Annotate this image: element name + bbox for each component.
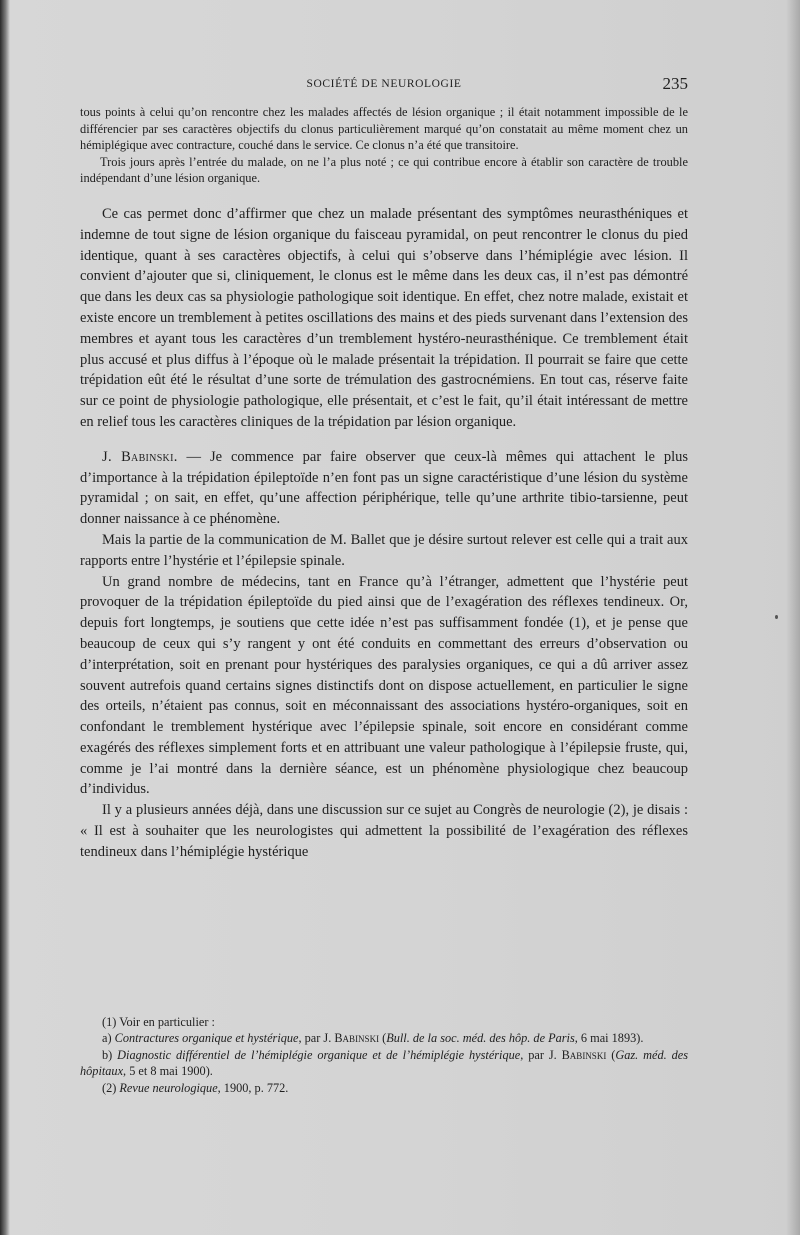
footnote-title: Diagnostic différentiel de l’hémiplégie organique et de l’hémiplégie hystérique [117, 1047, 521, 1062]
section-gap [80, 433, 688, 447]
running-title: SOCIÉTÉ DE NEUROLOGIE [306, 78, 462, 90]
babinski-opening-text: — Je commence par faire observer que ceux-là mêmes qui attachent le plus d’importance à la trépidation épileptoïde n’en font pas un signe caractéristique d’une lésion du système pyramidal ; on sait, en effet, qu’une affection périphérique, telle qu’une arthrite tibio-tarsienne, peut donner naissance à ce phénomène. [80, 448, 688, 528]
footnote-text: , par J. [298, 1031, 335, 1046]
discussion-paragraph: Mais la partie de la communication de M. Ballet que je désire surtout relever est celle qui a trait aux rapports entre l’hystérie et l’épilepsie spinale. [80, 531, 688, 569]
case-note-paragraph: tous points à celui qu’on rencontre chez les malades affectés de lésion organique ; il était notamment impossible de le différencier par ses caractères objectifs du clonus particulièrement marqué qu’on constatait au même moment chez un hémiplégique avec contracture, couché dans le service. Ce clonus n’a été que transitoire. [80, 105, 688, 153]
footnote-1: (1) Voir en particulier : [102, 1015, 215, 1029]
discussion-paragraph: Un grand nombre de médecins, tant en France qu’à l’étranger, admettent que l’hystérie peut provoquer de la trépidation épileptoïde du pied ainsi que de l’exagération des réflexes tendineux. Or, depuis fort longtemps, je soutiens que cette idée n’est pas suffisamment fondée (1), et je pense que beaucoup de ceux qui s’y rangent y ont été conduits en commettant des erreurs d’observation ou d’interprétation, soit en prenant pour hystériques des paralysies organiques, ce qui a dû arriver assez souvent autrefois quand certains signes distinctifs dont on dispose actuellement, en particulier le signe des orteils, n’étaient pas connus, soit en méconnaissant des associations hystéro-organiques, soit en confondant le tremblement hystérique avec l’épilepsie spinale, soit encore en considérant comme exagérés des réflexes simplement forts et en attribuant une valeur pathologique à l’épilepsie fruste, qui, comme je l’ai montré dans la dernière séance, est un phénomène physiologique chez beaucoup d’individus. [80, 573, 688, 798]
footnote-title: Contractures organique et hystérique [114, 1031, 299, 1046]
babinski-opening-paragraph [80, 447, 688, 530]
footnote-date: , 6 mai 1893). [574, 1031, 644, 1046]
footnote-label: (2) [102, 1080, 120, 1095]
section-gap [80, 187, 688, 204]
running-head [80, 74, 688, 96]
footnote-journal: Bull. de la soc. méd. des hôp. de Paris [386, 1031, 575, 1046]
footnote-1b [80, 1047, 688, 1080]
footnote-2 [80, 1080, 688, 1096]
footnote-label: b) [102, 1047, 118, 1062]
footnote-author: Babinski [561, 1047, 607, 1062]
footnote-label: a) [102, 1031, 115, 1046]
footnote-author: Babinski [334, 1031, 380, 1046]
footnote-text: ( [379, 1031, 387, 1046]
page-edge-shadow [786, 0, 800, 1235]
footnote-reference: , 1900, p. 772. [217, 1080, 289, 1095]
page-text [80, 104, 688, 863]
footnote-text: ( [606, 1047, 616, 1062]
binding-shadow [0, 0, 10, 1235]
page-number: 235 [662, 74, 688, 93]
ink-speck [775, 615, 778, 619]
footnote-journal: Revue neurologique [119, 1080, 218, 1095]
discussion-paragraph: Il y a plusieurs années déjà, dans une discussion sur ce sujet au Congrès de neurologie (2), je disais : « Il est à souhaiter que les neurologistes qui admettent la possibilité de l’exagération des réflexes tendineux dans l’hémiplégie hystérique [80, 802, 688, 860]
footnotes [80, 1014, 688, 1096]
conclusion-paragraph: Ce cas permet donc d’affirmer que chez un malade présentant des symptômes neurasthéniques et indemne de tout signe de lésion organique du faisceau pyramidal, on peut rencontrer le clonus du pied identique, quant à ses caractères objectifs, à celui qui s’observe dans l’hémiplégie avec lésion. Il convient d’ajouter que si, cliniquement, le clonus est le même dans les deux cas, il n’est pas démontré que dans les deux cas sa physiologie pathologique soit identique. En effet, chez notre malade, existait et existe encore un tremblement à petites oscillations des mains et des pieds survenant dans l’extension des membres et ayant tous les caractères d’un tremblement hystéro-neurasthénique. Ce tremblement était plus accusé et plus diffus à l’époque où le malade présentait la trépidation. Il pourrait se faire que cette trépidation eût été le résultat d’une sorte de trémulation des gastrocnémiens. En tout cas, réserve faite sur ce point de physiologie pathologique, elle présentait, et c’est le fait, qu’il était intéressant de mettre en relief tous les caractères cliniques de la trépidation par lésion organique. [80, 205, 688, 430]
footnote-1a [80, 1030, 688, 1046]
case-note-paragraph: Trois jours après l’entrée du malade, on ne l’a plus noté ; ce qui contribue encore à établir son caractère de trouble indépendant d’une lésion organique. [80, 154, 688, 186]
speaker-name: J. Babinski. [102, 448, 178, 465]
footnote-text: , par J. [520, 1047, 562, 1062]
footnote-date: , 5 et 8 mai 1900). [123, 1064, 213, 1079]
footnote-journal: Gaz. méd. des hôpitaux [80, 1047, 688, 1079]
